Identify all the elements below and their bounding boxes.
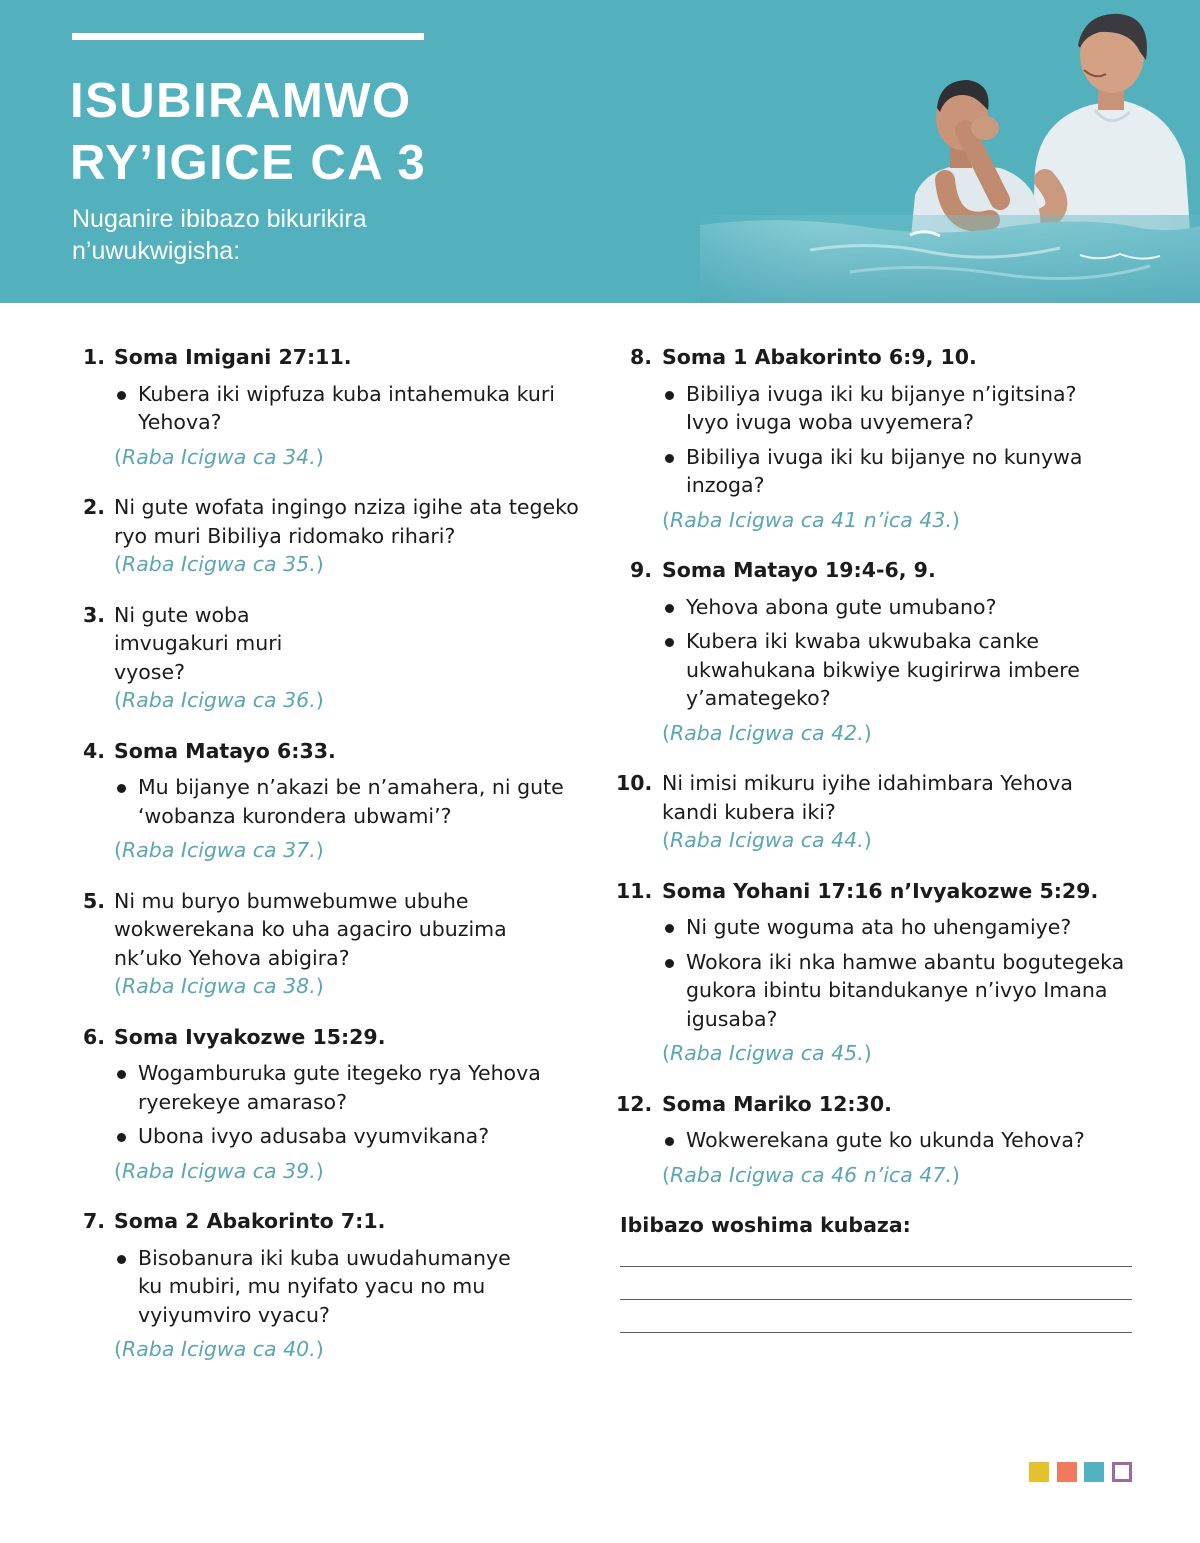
question-2	[80, 493, 590, 579]
reference-text: Raba Icigwa ca 39.	[122, 1158, 316, 1183]
reference-text: Raba Icigwa ca 40.	[122, 1337, 316, 1361]
question-number: 5.	[83, 888, 106, 913]
ref-paren: (	[114, 1337, 122, 1361]
question-heading: Soma Imigani 27:11.	[114, 345, 352, 369]
ref-paren: )	[951, 1162, 960, 1187]
bullet-item: Wokora iki nka hamwe abantu bogutegeka gukora ibintu bitandukanye n’ivyo Imana igusaba?	[686, 948, 1126, 1034]
question-number: 1.	[83, 345, 106, 369]
reference-text: Raba Icigwa ca 38.	[122, 974, 316, 998]
question-heading: Soma Yohani 17:16 n’Ivyakozwe 5:29.	[662, 878, 1099, 903]
question-text: Ni mu buryo bumwebumwe ubuhe wokwerekana ko uha agaciro ubuzima nk’uko Yehova abigira?	[114, 888, 507, 970]
title-line-2: RY’IGICE CA 3	[70, 136, 427, 190]
question-text: Ni gute woba imvugakuri muri vyose?	[114, 602, 283, 684]
bullet-item: Mu bijanye n’akazi be n’amahera, ni gute ‘wobanza kurondera ubwami’?	[138, 773, 590, 830]
question-number: 9.	[630, 558, 653, 582]
reference	[114, 836, 590, 865]
question-number: 8.	[630, 345, 653, 369]
bullet-item: Wogamburuka gute itegeko rya Yehova ryerekeye amaraso?	[138, 1059, 578, 1116]
ref-paren: )	[863, 828, 872, 852]
reference-text: Raba Icigwa ca 46 n’ica 47.	[670, 1162, 952, 1187]
questions-left-column	[80, 343, 590, 1386]
bullet-item: Wokwerekana gute ko ukunda Yehova?	[686, 1126, 1156, 1155]
question-heading: Soma Mariko 12:30.	[662, 1091, 892, 1116]
reference	[114, 972, 554, 1001]
reference	[114, 550, 590, 579]
ref-paren: (	[114, 688, 122, 712]
extra-questions-section	[620, 1211, 1156, 1333]
ref-paren: )	[315, 1337, 324, 1361]
answer-line[interactable]	[620, 1332, 1132, 1333]
bullet-item: Ubona ivyo adusaba vyumvikana?	[138, 1122, 578, 1151]
reference-text: Raba Icigwa ca 35.	[122, 552, 316, 576]
reference-text: Raba Icigwa ca 34.	[122, 444, 316, 469]
question-number: 4.	[83, 738, 106, 763]
question-9	[616, 556, 1156, 747]
bullet-item: Yehova abona gute umubano?	[686, 593, 1116, 622]
ref-paren: (	[114, 838, 122, 862]
bullet-list	[650, 593, 1116, 713]
question-5	[80, 887, 554, 1001]
question-text: Ni gute wofata ingingo nziza igihe ata tegeko ryo muri Bibiliya ridomako rihari?	[114, 495, 579, 548]
bullet-list	[662, 913, 1126, 1033]
question-4	[80, 737, 590, 865]
ref-paren: )	[315, 838, 324, 862]
title-line-1: ISUBIRAMWO	[70, 74, 412, 128]
extra-questions-heading: Ibibazo woshima kubaza:	[620, 1213, 911, 1237]
header-banner	[0, 0, 1200, 303]
swatch-teal	[1084, 1462, 1104, 1482]
question-11	[616, 877, 1156, 1068]
question-6	[80, 1023, 590, 1186]
ref-paren: (	[114, 974, 122, 998]
swatch-purple-outline	[1112, 1462, 1132, 1482]
bullet-item: Bibiliya ivuga iki ku bijanye n’igitsina? Ivyo ivuga woba uvyemera?	[686, 380, 1116, 437]
reference-text: Raba Icigwa ca 45.	[670, 1041, 864, 1065]
question-number: 11.	[616, 878, 653, 903]
reference-text: Raba Icigwa ca 41 n’ica 43.	[670, 507, 952, 532]
bullet-item: Kubera iki kwaba ukwubaka canke ukwahukana bikwiye kugirirwa imbere y’amategeko?	[686, 627, 1116, 713]
question-number: 10.	[616, 771, 653, 795]
question-number: 7.	[83, 1209, 106, 1233]
ref-paren: (	[662, 1041, 670, 1065]
question-heading: Soma Matayo 19:4-6, 9.	[662, 558, 936, 582]
page-subtitle: Nuganire ibibazo bikurikira n’uwukwigisha:	[72, 205, 367, 265]
bullet-list	[114, 1244, 538, 1330]
bullet-list	[114, 380, 590, 437]
bullet-list	[662, 1126, 1156, 1155]
ref-paren: )	[863, 1041, 872, 1065]
baptism-illustration	[700, 0, 1200, 303]
question-number: 12.	[616, 1091, 653, 1116]
bullet-item: Kubera iki wipfuza kuba intahemuka kuri Yehova?	[138, 380, 590, 437]
swatch-yellow	[1029, 1462, 1049, 1482]
ref-paren: (	[662, 720, 670, 745]
ref-paren: (	[114, 444, 122, 469]
bullet-list	[650, 380, 1116, 500]
reference	[662, 1161, 1156, 1190]
reference	[114, 1335, 590, 1364]
question-8	[616, 343, 1156, 534]
reference	[114, 1157, 590, 1186]
answer-line[interactable]	[620, 1266, 1132, 1267]
ref-paren: )	[315, 444, 324, 469]
page-title	[70, 70, 426, 194]
reference-text: Raba Icigwa ca 36.	[122, 688, 316, 712]
ref-paren: (	[662, 507, 670, 532]
question-10	[616, 769, 1082, 855]
ref-paren: )	[951, 507, 960, 532]
header-rule	[72, 33, 424, 40]
ref-paren: (	[662, 1162, 670, 1187]
question-3	[80, 601, 344, 715]
ref-paren: (	[114, 1158, 122, 1183]
question-number: 6.	[83, 1024, 106, 1049]
reference	[114, 686, 344, 715]
ref-paren: )	[315, 552, 324, 576]
question-heading: Soma Ivyakozwe 15:29.	[114, 1024, 386, 1049]
reference-text: Raba Icigwa ca 42.	[670, 720, 864, 745]
ref-paren: (	[662, 828, 670, 852]
ref-paren: )	[315, 974, 324, 998]
question-heading: Soma Matayo 6:33.	[114, 738, 336, 763]
ref-paren: )	[863, 720, 872, 745]
bullet-list	[114, 773, 590, 830]
reference	[662, 826, 1082, 855]
bullet-item: Bibiliya ivuga iki ku bijanye no kunywa inzoga?	[686, 443, 1116, 500]
questions-right-column	[616, 343, 1156, 1333]
bullet-list	[114, 1059, 578, 1151]
reference	[662, 719, 1156, 748]
question-heading: Soma 2 Abakorinto 7:1.	[114, 1209, 386, 1233]
ref-paren: (	[114, 552, 122, 576]
reference-text: Raba Icigwa ca 44.	[670, 828, 864, 852]
question-text: Ni imisi mikuru iyihe idahimbara Yehova kandi kubera iki?	[662, 771, 1073, 824]
question-1	[80, 343, 590, 471]
ref-paren: )	[315, 688, 324, 712]
reference	[114, 443, 590, 472]
reference	[662, 506, 1156, 535]
reference	[662, 1039, 1156, 1068]
question-heading: Soma 1 Abakorinto 6:9, 10.	[662, 345, 977, 369]
ref-paren: )	[315, 1158, 324, 1183]
reference-text: Raba Icigwa ca 37.	[122, 838, 316, 862]
bullet-item: Ni gute woguma ata ho uhengamiye?	[686, 913, 1126, 942]
swatch-coral	[1057, 1462, 1077, 1482]
question-12	[616, 1090, 1156, 1190]
question-number: 3.	[83, 602, 106, 627]
question-7	[80, 1207, 590, 1364]
question-number: 2.	[83, 495, 106, 519]
answer-line[interactable]	[620, 1299, 1132, 1300]
bullet-item: Bisobanura iki kuba uwudahumanye ku mubiri, mu nyifato yacu no mu vyiyumviro vyacu?	[138, 1244, 538, 1330]
